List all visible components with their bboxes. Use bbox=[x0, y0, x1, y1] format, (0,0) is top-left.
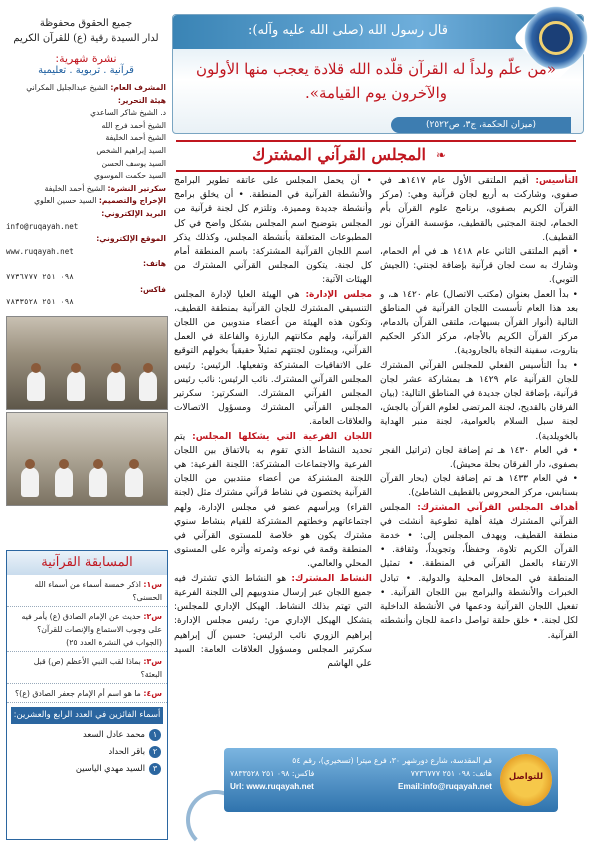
contact-info: info@ruqayah.net الموقع الإلكتروني: www.ruqayah.net هاتف: ٠٩٨ ٢٥١ ٧٧٣٦٧٧٧ فاكس: ٠٩٨ ٢٥١ ٧٨٣٣٥٢٨ bbox=[6, 221, 166, 309]
staff-row bbox=[6, 107, 166, 120]
article-paragraph bbox=[174, 288, 372, 430]
winner-name: باقر الحداد bbox=[108, 746, 145, 756]
staff-row bbox=[6, 183, 166, 196]
staff-name: د. الشيخ شاكر الساعدي bbox=[90, 108, 166, 118]
staff-list bbox=[6, 82, 166, 221]
contact-details bbox=[230, 754, 492, 793]
website-link[interactable]: www.ruqayah.net bbox=[6, 246, 74, 256]
sidebar bbox=[6, 16, 166, 309]
article-paragraph bbox=[380, 472, 578, 500]
winner-item bbox=[7, 726, 167, 743]
staff-label: هيئة التحرير: bbox=[117, 95, 166, 105]
winner-rank: ١ bbox=[149, 729, 161, 741]
article-column-left bbox=[174, 174, 372, 671]
staff-label: البريد الإلكتروني: bbox=[101, 208, 166, 218]
staff-name: الشيخ أحمد الخليفة bbox=[44, 183, 106, 193]
staff-name: الشيخ عبدالجليل المكراني bbox=[26, 83, 108, 92]
paragraph-text: • أن يحمل المجلس على عاتقه تطوير البرامج والأنشطة القرآنية في المنطقة. • أن يخلق برامج وأنشطة جديدة ومميزة. وتلتزم كل لجنة قرآنية من المجلس بتوضيح اسم المجلس بشكل واضح في كل المطبوعات المتعلقة بأنشطة المجلس، وكذلك يذكر اسم اللجان القرآنية المشتركة: باسم المنطقة أمام كل لجنة. يتكون المجلس القرآني المشترك من الهيئات الآتية: bbox=[174, 176, 372, 286]
staff-name: السيد حكمت الموسوي bbox=[93, 171, 166, 181]
question-number: س٢: bbox=[143, 612, 162, 621]
staff-row bbox=[6, 195, 166, 208]
contact-fax: فاكس: ٠٩٨ ٢٥١ ٧٨٣٣٥٢٨ bbox=[230, 769, 315, 778]
question-text: اذكر خمسة أسماء من أسماء الله الحسنى؟ bbox=[34, 580, 162, 602]
paragraph-text: هي الهيئة العليا لإدارة المجلس التنسيقي المشترك للجان القرآنية بمنطقة القطيف، وتكون هذه الهيئة من أعضاء مندوبين من اللجان القرآنية، ولهم مكانتهم البارزة والفاعلة في العمل القرآني، ويمثلون لجنتهم تمثيلاً حقيقياً بخولهم التوقيع على الاتفاقيات المشتركة وتفعيلها. الرئيس: رئيس المجلس القرآني المشترك. نائب الرئيس: نائب رئيس المجلس القرآني المشترك. السكرتير: سكرتير المجلس القرآني المشترك ومسؤول الاتصالات والعلاقات العامة. bbox=[174, 289, 372, 428]
quiz-question bbox=[7, 684, 167, 703]
contact-badge-icon: للتواصل bbox=[500, 754, 552, 806]
article-paragraph bbox=[380, 359, 578, 444]
question-text: بماذا لقب النبي الأعظم (ص) قبل البعثة؟ bbox=[33, 657, 162, 679]
staff-row bbox=[6, 145, 166, 158]
staff-name: السيد حسين العلوي bbox=[34, 196, 97, 206]
winners-list bbox=[7, 726, 167, 777]
question-number: س٤: bbox=[143, 689, 162, 698]
paragraph-text: أقيم الملتقى الأول عام ١٤١٧هـ في صفوى، وشاركت به أربع لجان قرآنية وهي: (مركز القرآن الكريم بصفوى، برنامج علوم القرآن بأم الحمام، لجنة المجتبى بالقطيف، مؤسسة القرآن نور القطيف). bbox=[380, 176, 578, 243]
staff-row bbox=[6, 170, 166, 183]
quiz-question bbox=[7, 652, 167, 684]
staff-label: سكرتير النشرة: bbox=[107, 183, 166, 193]
hadith-text: «من علّم ولداً له القرآن قلّده الله قلادة يعجب منها الأولون والآخرون يوم القيامة». bbox=[196, 60, 556, 102]
quiz-questions bbox=[7, 575, 167, 703]
section-heading: التأسيس: bbox=[535, 176, 578, 186]
article-paragraph bbox=[380, 245, 578, 288]
section-heading: النشاط المشترك: bbox=[291, 573, 372, 584]
question-text: حديث عن الإمام الصادق (ع) يأمر فيه على وجوب الاستماع والإنصات للقرآن؟ (الجواب في النشرة العدد ٢٥) bbox=[21, 612, 162, 647]
question-number: س٣: bbox=[143, 657, 162, 666]
article-paragraph bbox=[174, 430, 372, 572]
staff-name: الشيخ أحمد الخليفة bbox=[105, 133, 166, 143]
staff-label: الإخراج والتصميم: bbox=[98, 196, 166, 206]
leaf-ornament-icon: ❧ bbox=[435, 148, 446, 162]
article-paragraph bbox=[380, 174, 578, 245]
contact-address: قم المقدسة، شارع دورشهر ٣٠، فرع ميترا (تسخيري)، رقم ٥٤ bbox=[292, 756, 492, 765]
quran-quiz-box bbox=[6, 550, 168, 840]
hadith-banner bbox=[172, 14, 584, 134]
article-body bbox=[174, 174, 578, 734]
paragraph-text: هو النشاط الذي تشترك فيه جميع اللجان عبر إرسال مندوبيهم إلى اللجنة الفرعية التي تهتم بذلك النشاط. الهيكل الإداري للمجلس: يتشكل الهيكل الإداري من: رئيس مجلس الإدارة: إبراهيم الزوري نائب الرئيس: حسين آل إبراهيم سكرتير المجلس ومسؤول العلاقات العامة: السيد علي الهاشم bbox=[174, 573, 372, 669]
paragraph-text: • في العام ١٤٣٣ هـ تم إضافة لجان (بحار القرآن بسنابس، مركز المحروس بالقطيف الشاطئ). bbox=[380, 474, 578, 499]
paragraph-text: يتم تحديد النشاط الذي تقوم به بالاتفاق بين اللجان الفرعية والاجتماعات المشتركة: اللجنة الفرعية: هي اللجنة المشتركة من أعضاء منتدبين من اللجان القرآنية يختصون في نشاط قرآني مشترك مثل (لجنة القراء) ويرأسهم عضو في مجلس الإدارة، ولهم اجتماعاتهم وخطتهم المشتركة للقيام بنشاط سنوي مشترك يكون هو خلاصة للمستوى القرآني في المنطقة وقمة في نوعه وثمرته وأثره على المستوى المحلي والعالمي. bbox=[174, 431, 372, 570]
hadith-intro: قال رسول الله (صلى الله عليه وآله): bbox=[248, 23, 448, 38]
staff-row bbox=[6, 208, 166, 221]
staff-row bbox=[6, 82, 166, 95]
staff-label: المشرف العام: bbox=[110, 83, 166, 92]
quiz-title: المسابقة القرآنية bbox=[7, 551, 167, 575]
paragraph-text: • في العام ١٤٣٠ هـ تم إضافة لجان (تراتيل الفجر بصفوى، دار الفرقان بحلة محيش). bbox=[380, 445, 578, 471]
newsletter-categories: قرآنية . تربوية . تعليمية bbox=[38, 65, 134, 76]
article-paragraph bbox=[174, 572, 372, 671]
quiz-question bbox=[7, 575, 167, 607]
hadith-source: (ميزان الحكمة، ج٣، ص٢٥٢٢) bbox=[391, 117, 571, 133]
article-paragraph bbox=[380, 501, 578, 643]
staff-row bbox=[6, 158, 166, 171]
paragraph-text: • بدأ العمل بعنوان (مكتب الاتصال) عام ١٤٢٠ هـ، و بعد هذا العام تأسست اللجان القرآنية في المناطق التالية (أنوار القرآن بسيهات، ملتقى القرآن بالدمام، مركز القرآن الكريم بالأجام، مركز الذكر الحكيم بتاروت، سفينة النجاة بالجارودية). bbox=[380, 289, 578, 357]
winner-item bbox=[7, 760, 167, 777]
email-link[interactable]: info@ruqayah.net bbox=[6, 221, 79, 231]
staff-name: السيد يوسف الحسن bbox=[101, 158, 166, 168]
winner-rank: ٣ bbox=[149, 763, 161, 775]
question-text: ما هو اسم أم الإمام جعفر الصادق (ع)؟ bbox=[15, 689, 141, 698]
article-title: المجلس القرآني المشترك bbox=[252, 145, 426, 164]
staff-name: السيد إبراهيم الشخص bbox=[96, 145, 166, 155]
fax-number: ٠٩٨ ٢٥١ ٧٨٣٣٥٢٨ bbox=[6, 297, 74, 307]
section-heading: اللجان الفرعية التي يشكلها المجلس: bbox=[192, 431, 372, 442]
newsletter-type: نشرة شهرية: bbox=[55, 52, 117, 65]
contact-email-link[interactable]: Email:info@ruqayah.net bbox=[398, 782, 492, 791]
staff-name: الشيخ أحمد فرج الله bbox=[101, 120, 166, 130]
quiz-question bbox=[7, 607, 167, 652]
staff-row bbox=[6, 95, 166, 108]
phone-number: ٠٩٨ ٢٥١ ٧٧٣٦٧٧٧ bbox=[6, 271, 74, 281]
article-paragraph bbox=[174, 174, 372, 288]
event-photo bbox=[6, 412, 168, 506]
rights-notice: جميع الحقوق محفوظة لدار السيدة رقية (ع) للقرآن الكريم bbox=[13, 18, 159, 44]
article-title-bar bbox=[176, 140, 576, 172]
article-paragraph bbox=[380, 444, 578, 472]
winner-name: محمد عادل السعد bbox=[82, 729, 145, 739]
meeting-photo bbox=[6, 316, 168, 410]
contact-bar bbox=[224, 748, 558, 812]
staff-row bbox=[6, 120, 166, 133]
question-number: س١: bbox=[143, 580, 162, 589]
winner-name: السيد مهدي الياسين bbox=[75, 763, 145, 773]
section-heading: مجلس الإدارة: bbox=[305, 289, 372, 300]
paragraph-text: • أقيم الملتقى الثاني عام ١٤١٨ هـ في أم الحمام، وشارك به ست لجان قرآنية بإضافة لجنتي: (الجيش التوبي). bbox=[380, 247, 578, 286]
contact-phone: هاتف: ٠٩٨ ٢٥١ ٧٧٣٦٧٧٧ bbox=[410, 769, 492, 778]
staff-row bbox=[6, 132, 166, 145]
section-heading: أهداف المجلس القرآني المشترك: bbox=[417, 502, 578, 513]
winner-item bbox=[7, 743, 167, 760]
winner-rank: ٢ bbox=[149, 746, 161, 758]
contact-url-link[interactable]: Url: www.ruqayah.net bbox=[230, 782, 314, 791]
article-paragraph bbox=[380, 288, 578, 359]
winners-title: أسماء الفائزين في العدد الرابع والعشرين: bbox=[11, 707, 163, 724]
paragraph-text: • بدأ التأسيس الفعلي للمجلس القرآني المشترك للجان القرآنية عام ١٤٢٩ هـ بمشاركة عشر لجان قرآنية، بإضافة لجان جديدة في المناطق التالية: (بيان الفرقان بالقديح، لجنة المرتضى لعلوم القرآن بالجش، لجنة سبل السلام بالعوامية، لجنة منبر الهداية بالخويلدية). bbox=[380, 360, 579, 442]
paragraph-text: المجلس القرآني المشترك هيئة أهلية تطوعية أنشئت في منطقة القطيف، ويهدف المجلس إلى: • خدمة القرآن الكريم تلاوة، وحفظاً، وتجويداً، وثقافة. • الارتقاء بالعمل القرآني في المنطقة. • تمثيل المنطقة في المحافل المحلية والدولية. • تبادل الخبرات والأنشطة والبرامج بين اللجان القرآنية. • تفعيل اللجان القرآنية ودعمها في الأنشطة الداخلية لكل لجنة. • خلق حلقة تواصل داعمة للجان وأنشطته القرآنية. bbox=[380, 502, 578, 641]
article-column-right bbox=[380, 174, 578, 643]
